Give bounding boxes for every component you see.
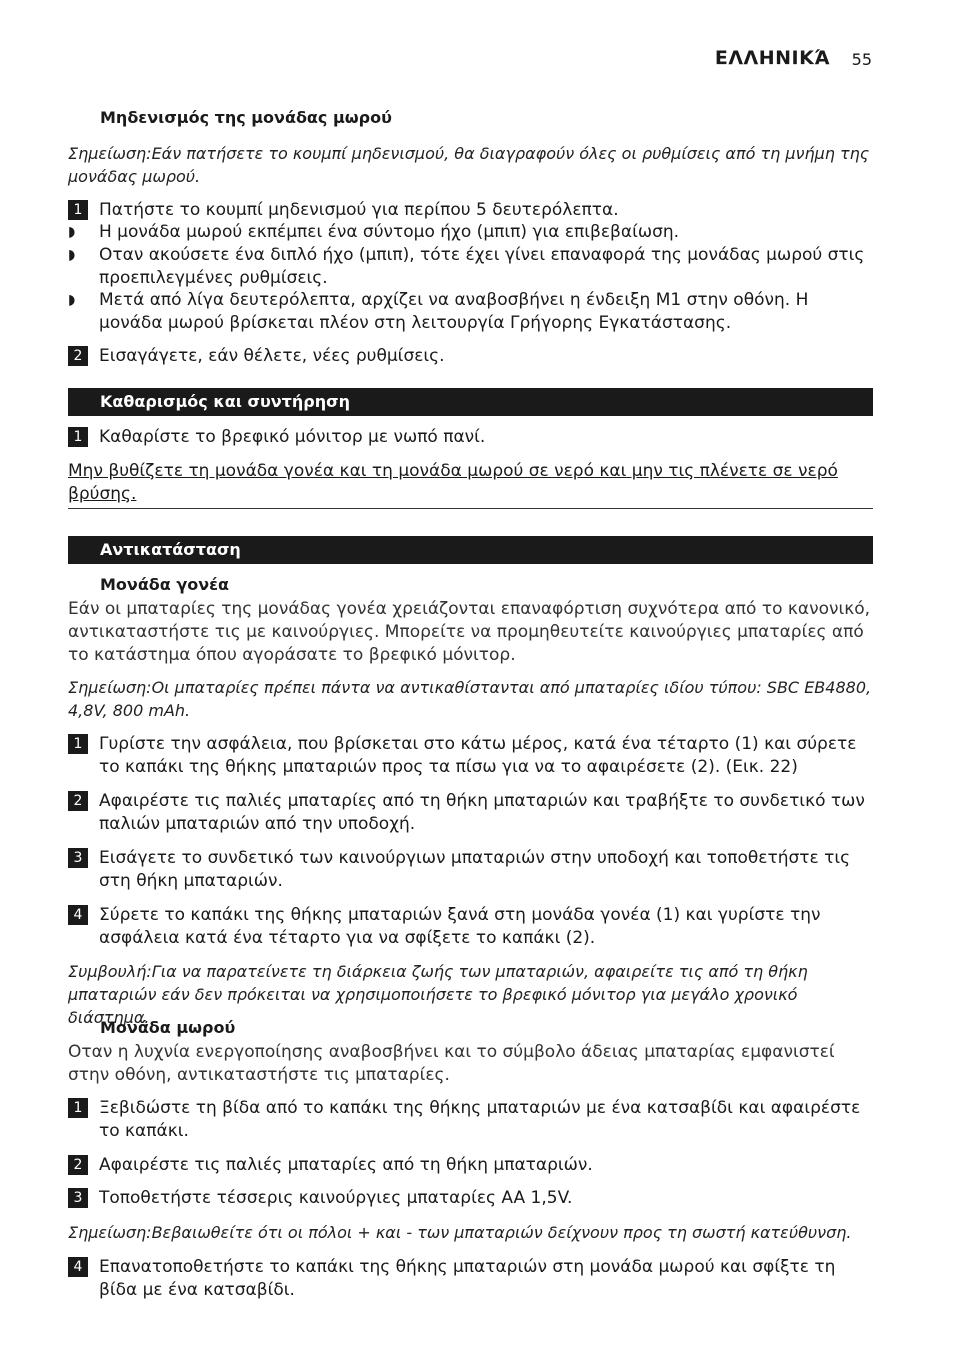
bullet-icon: ◗ (68, 224, 76, 240)
parent-unit-note: Σημείωση:Οι μπαταρίες πρέπει πάντα να αντικαθίστανται από μπαταρίες ιδίου τύπου: SBC EB4880, 4,8V, 800 mAh. (68, 678, 872, 720)
warning-text: Μην βυθίζετε τη μονάδα γονέα και τη μονάδα μωρού σε νερό και μην τις πλένετε σε νερό βρύσης. (68, 461, 838, 504)
baby-unit-intro: Οταν η λυχνία ενεργοποίησης αναβοσβήνει και το σύμβολο άδειας μπαταρίας εμφανιστεί στην οθόνη, αντικαταστήστε τις μπαταρίες. (68, 1042, 835, 1085)
parent-unit-tip: Συμβουλή:Για να παρατείνετε τη διάρκεια ζωής των μπαταριών, αφαιρείτε τις από τη θήκη μπαταριών εάν δεν πρόκειται να χρησιμοποιήσετε το βρεφικό μόνιτορ για μεγάλο χρονικό διάστημα. (68, 962, 808, 1027)
baby-step-1 (68, 1097, 873, 1143)
step-number: 1 (68, 1098, 88, 1118)
step-text: Πατήστε το κουμπί μηδενισμού για περίπου 5 δευτερόλεπτα. (99, 200, 619, 220)
baby-unit-heading: Μονάδα μωρού (100, 1018, 236, 1037)
step-number: 1 (68, 734, 88, 754)
parent-step-3 (68, 847, 873, 893)
step-number: 2 (68, 1155, 88, 1175)
reset-bullet-3 (68, 289, 873, 335)
baby-step-2 (68, 1154, 873, 1177)
cleaning-step-1 (68, 426, 873, 449)
step-number: 4 (68, 905, 88, 925)
reset-bullet-2 (68, 244, 873, 290)
parent-unit-heading: Μονάδα γονέα (100, 575, 230, 594)
step-number: 3 (68, 1188, 88, 1208)
bullet-text: Οταν ακούσετε ένα διπλό ήχο (μπιπ), τότε έχει γίνει επαναφορά της μονάδας μωρού στις προεπιλεγμένες ρυθμίσεις. (99, 245, 865, 288)
step-text: Εισάγετε το συνδετικό των καινούργιων μπαταριών στην υποδοχή και τοποθετήστε τις στη θήκη μπαταριών. (99, 848, 851, 891)
step-number: 2 (68, 791, 88, 811)
step-number: 2 (68, 346, 88, 366)
parent-unit-intro: Εάν οι μπαταρίες της μονάδας γονέα χρειάζονται επαναφόρτιση συχνότερα από το κανονικό, αντικαταστήστε τις με καινούργιες. Μπορείτε να προμηθευτείτε καινούργιες μπαταρίες από το κατάστημα όπου αγοράσατε το βρεφικό μόνιτορ. (68, 599, 871, 665)
cleaning-section-bar: Καθαρισμός και συντήρηση (68, 388, 873, 416)
baby-step-4 (68, 1256, 873, 1302)
step-text: Αφαιρέστε τις παλιές μπαταρίες από τη θήκη μπαταριών και τραβήξτε το συνδετικό των παλιών μπαταριών από την υποδοχή. (99, 791, 865, 834)
parent-step-4 (68, 904, 873, 950)
language-label: ΕΛΛΗΝΙΚΆ (714, 47, 830, 69)
step-text: Αφαιρέστε τις παλιές μπαταρίες από τη θήκη μπαταριών. (99, 1155, 593, 1175)
step-text: Καθαρίστε το βρεφικό μόνιτορ με νωπό πανί. (99, 427, 486, 447)
cleaning-warning (68, 460, 873, 509)
bullet-text: Η μονάδα μωρού εκπέμπει ένα σύντομο ήχο (μπιπ) για επιβεβαίωση. (99, 222, 680, 242)
step-text: Ξεβιδώστε τη βίδα από το καπάκι της θήκης μπαταριών με ένα κατσαβίδι και αφαιρέστε το καπάκι. (99, 1098, 861, 1141)
bullet-text: Μετά από λίγα δευτερόλεπτα, αρχίζει να αναβοσβήνει η ένδειξη M1 στην οθόνη. Η μονάδα μωρού βρίσκεται πλέον στη λειτουργία Γρήγορης Εγκατάστασης. (99, 290, 809, 333)
step-text: Επανατοποθετήστε το καπάκι της θήκης μπαταριών στη μονάδα μωρού και σφίξτε τη βίδα με ένα κατσαβίδι. (99, 1257, 836, 1300)
reset-step-2 (68, 345, 873, 368)
baby-step-3 (68, 1187, 873, 1210)
step-text: Τοποθετήστε τέσσερις καινούργιες μπαταρίες AA 1,5V. (99, 1188, 573, 1208)
step-text: Γυρίστε την ασφάλεια, που βρίσκεται στο κάτω μέρος, κατά ένα τέταρτο (1) και σύρετε το καπάκι της θήκης μπαταριών προς τα πίσω για να το αφαιρέσετε (2). (Εικ. 22) (99, 734, 857, 777)
step-number: 1 (68, 200, 88, 220)
step-number: 1 (68, 427, 88, 447)
replacement-section-bar: Αντικατάσταση (68, 536, 873, 564)
page-number: 55 (851, 50, 872, 69)
reset-bullet-1 (68, 221, 873, 244)
parent-step-2 (68, 790, 873, 836)
reset-note: Σημείωση:Εάν πατήσετε το κουμπί μηδενισμού, θα διαγραφούν όλες οι ρυθμίσεις από τη μνήμη της μονάδας μωρού. (68, 144, 870, 186)
step-text: Εισαγάγετε, εάν θέλετε, νέες ρυθμίσεις. (99, 346, 445, 366)
bullet-icon: ◗ (68, 247, 76, 263)
bullet-icon: ◗ (68, 292, 76, 308)
parent-step-1 (68, 733, 873, 779)
step-number: 4 (68, 1257, 88, 1277)
step-number: 3 (68, 848, 88, 868)
step-text: Σύρετε το καπάκι της θήκης μπαταριών ξανά στη μονάδα γονέα (1) και γυρίστε την ασφάλεια κατά ένα τέταρτο για να σφίξετε το καπάκι (2). (99, 905, 821, 948)
reset-step-1 (68, 199, 873, 222)
reset-heading: Μηδενισμός της μονάδας μωρού (100, 108, 392, 127)
baby-unit-note: Σημείωση:Βεβαιωθείτε ότι οι πόλοι + και - των μπαταριών δείχνουν προς τη σωστή κατεύθυνση. (68, 1223, 852, 1242)
